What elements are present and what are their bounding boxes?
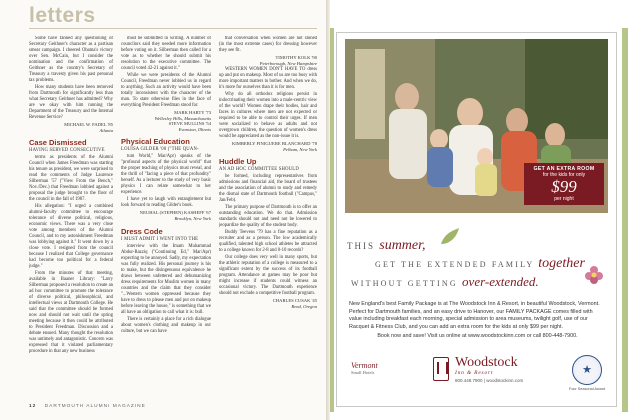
- letter-paragraph: interview with the Imam Muhammad Abdur-Razziq ("Continuing Ed," Mar/Apr) expecting to be annoyed. Sadly, my expectation was fully realized. His personal journey is his to make, but the disingenuous equivalence he draws between unfettered and dehumanizing dress requirements for Muslim women in many countries and the claim that they consider "...Western women oppressed because they have to dress to please men and put on makeup before leaving the house," is something that we all have an obligation to call what it is: bull.: [121, 243, 211, 315]
- page-number: 12: [29, 404, 37, 409]
- leaf-icon: [439, 226, 461, 248]
- signature-place: Wellesley Hills, Massachusetts: [154, 115, 211, 121]
- letter-paragraph: that conversation when women are not stoned (in the most extreme cases) for dressing however they see fit.: [219, 36, 317, 53]
- promo-price: $99: [551, 177, 577, 196]
- signature-place: Bend, Oregon: [291, 303, 317, 309]
- signature-place: Pelham, New York: [283, 146, 317, 152]
- header-rule: [29, 28, 317, 29]
- letter-signature: [29, 122, 113, 133]
- signature-name: MARK HARTY '73: [174, 110, 211, 115]
- column-2: [121, 36, 211, 398]
- letter-paragraph: Some have fanned any questioning of Secretary Geithner's character as a partisan smear campaign. I cheered Obama's victory over Sen. McCain, but I consider the nomination and the confirmation of Geithner as the country's Secretary of Treasury a travesty given his past personal tax problems.: [29, 36, 113, 83]
- award-label: Four Seasonal Award: [568, 387, 606, 391]
- woodstock-logo: [433, 353, 533, 393]
- ad-headline: [347, 236, 610, 294]
- signature-place: Peterborough, New Hampshire: [259, 60, 317, 66]
- letter-signature: [219, 141, 317, 152]
- signature-place: Atlanta: [99, 127, 113, 133]
- flower-icon: [583, 264, 605, 286]
- brand-subtitle: Inn & Resort: [455, 370, 494, 376]
- letter-lead: AN AD HOC COMMITTEE SHOULD: [219, 167, 299, 173]
- letter-paragraph: While we were presidents of the Alumni Council, Freedman never lobbied us in regard to anything. Such an activity would have been totally inconsistent with the character of the man. To state otherwise flies in the face of everything President Freedman stood for.: [121, 73, 211, 108]
- letter-paragraph: There is certainly a place for a rich dialogue about women's clothing and makeup in our culture, but we can have: [121, 316, 211, 334]
- column-1: [29, 36, 113, 398]
- headline-line-3: WITHOUT GETTING over-extended.: [351, 274, 539, 289]
- letter-paragraph: be formed, including representatives from admissions and financial aid, the board of trustees and the association of alumni to study and remedy the dismal state of Dartmouth football ("Campus," Jan/Feb).: [219, 174, 317, 204]
- promo-badge: [524, 163, 604, 205]
- signature-name: MICHAEL W. FADEL '85: [64, 122, 113, 127]
- letter-signature: [121, 210, 211, 221]
- column-3: [219, 36, 317, 398]
- letter-lead: HAVING SERVED CONSECUTIVE: [29, 148, 105, 154]
- letter-signature: [121, 110, 211, 132]
- letter-title: Dress Code: [121, 226, 163, 236]
- letter-paragraph: tum World," Mar/Apr) speaks of the "profound aspects of the physical world" that the proper teaching of physics must reveal, and the thrill of "facing a piece of that profundity" herself. As a lecturer to the study of very basic physics I can relate somewhat to her experience.: [121, 154, 211, 196]
- letter-title: Huddle Up: [219, 157, 257, 167]
- letter-paragraph: WESTERN WOMEN DON'T HAVE TO dress up and put on makeup. Most of us are too busy with more important matters to bother. And when we do, it's more for ourselves than it is for men.: [219, 67, 317, 91]
- woodstock-mark-icon: [433, 357, 449, 381]
- letter-lead: I MUST ADMIT I WENT INTO THE: [121, 236, 199, 242]
- page-footer: [29, 404, 146, 409]
- letter-paragraph: I have yet to laugh with entanglement but look forward to reading Gilder's book.: [121, 197, 211, 209]
- signature-name: STEVE MULLINS '54: [168, 121, 211, 127]
- promo-line-2: for the kids for only: [542, 172, 586, 178]
- letter-signature: [219, 298, 317, 309]
- letter-signature: [219, 55, 317, 66]
- vermont-logo: Vermont Small Hotels: [351, 361, 378, 375]
- letter-paragraph: Our college does very well in many sports, but the athletic reputation of a college is measured to a significant extent by the success of its football program. Attendance at games may be poor but might increase if students could witness an occasional victory. The Dartmouth experience should not exclude a competitive football program.: [219, 255, 317, 297]
- signature-name: CHARLES CUSAK '45: [272, 298, 317, 304]
- brand-name: Woodstock: [455, 355, 518, 370]
- ad-body: [349, 301, 606, 341]
- headline-line-2: GET THE EXTENDED FAMILY together: [375, 256, 585, 271]
- letter-paragraph: Why do all orthodox religions persist in indoctrinating their women into a male-centric view of the world? Women drape their bodies, hair and faces in cultures where men are not expected or required to be able to control their urges. If men were socialized to behave as adults and not overgrown children, the question of women's dress would be appreciated as the non-issue it is.: [219, 92, 317, 140]
- letter-title: Physical Education: [121, 137, 190, 147]
- signature-place: Evanston, Illinois: [178, 126, 211, 132]
- letter-paragraph: How many students have been removed from Dartmouth for significantly less than what Secretary Geithner has admitted? Why are we okay with him running the Department of the Treasury and the Internal Revenue Service?: [29, 85, 113, 120]
- ad-frame: [336, 32, 617, 407]
- signature-name: KIMBERLY FINIGUERE BLANCHARD '78: [231, 141, 317, 147]
- award-seal-icon: [572, 355, 602, 385]
- letter-paragraph: must be submitted in writing. A number of councilors said they needed more information before voting on it. Silberman then called for a vote as to whether he should submit his resolution to the executive committee. The council voted 42-21 against it.": [121, 36, 211, 71]
- letter-paragraph: His allegation: "I urged a combined alumni-faculty committee to encourage tolerance of diverse political, religious, economic views. There was a very close vote among members of the Alumni Council, and to my astonishment Freedman was lobbying against it." It went down by a close vote. I resigned from the council because I realized that College governance had become too political for a federal judge.": [29, 204, 113, 270]
- signature-name: TIMOTHY KOLK '90: [275, 55, 317, 60]
- letter-lead: LOUISA GILDER '00 ("THE QUAN-: [121, 147, 199, 153]
- signature-name: NEUHAL (STEPHEN) KASHEFF '67: [139, 210, 211, 216]
- advertisement-page: [330, 0, 628, 420]
- section-header: letters: [29, 4, 96, 27]
- brand-contact: 800.448.7900 | woodstockinn.com: [455, 378, 524, 383]
- ad-booking: Book now and save! Visit us online at www.woodstockinn.com or call 800-448-7900.: [377, 333, 578, 340]
- letter-title: Case Dismissed: [29, 138, 87, 148]
- ad-description: New England's best Family Package is at The Woodstock Inn & Resort, in beautiful Woodstock, Vermont. Perfect for Dartmouth families, and an easy drive to Hanover, our FAMILY PACKAGE comes filled with value including breakfast each morning, special admission to area museums, twilight golf, use of our Racquet & Fitness Club, and you can add an extra room for the kids at only $99 per night.: [349, 301, 600, 330]
- headline-line-1: THIS summer,: [347, 238, 426, 253]
- letter-paragraph: From the minutes of that meeting, available in Baaner Library: "Larry Silberman proposed a resolution to create an ad hoc committee to promote the tolerance of diverse political, philosophical, and intellectual views at Dartmouth College. He said that the committee should be formed now and should not wait until the spring meeting because it then could be attributed to President Freedman. Discussion and a debate ensued. Many thought the resolution was untimely and antagonistic. Concern was expressed that it violated parliamentary procedure in that any new business: [29, 271, 113, 355]
- letter-paragraph: terms as presidents of the Alumni Council when James Freedman was starting his tenure as president, we were surprised to read the comments of Judge Laurence Silberman '57 ("View From the Bench," Nov./Dec.) that Freedman lobbied against a proposal the judge brought to the floor of the council in the fall of 1987.: [29, 155, 113, 203]
- magazine-name: DARTMOUTH ALUMNI MAGAZINE: [44, 404, 146, 409]
- logo-row: [345, 353, 610, 403]
- promo-line-3: per night: [554, 196, 574, 202]
- letter-paragraph: Buddy Teevens '79 has a fine reputation as a recruiter and as a person. The low academically qualified, talented high school athletes be attracted to a college known for 2-8 and 0-10 records?: [219, 230, 317, 254]
- letter-paragraph: The primary purpose of Dartmouth is to offer an outstanding education. We do that. Admission standards should not and need not be lowered to jeopardize the quality of the student body.: [219, 205, 317, 229]
- signature-place: Brooklyn, New York: [174, 215, 211, 221]
- promo-line-1: GET AN EXTRA ROOM: [533, 166, 595, 172]
- family-photo: [345, 39, 608, 213]
